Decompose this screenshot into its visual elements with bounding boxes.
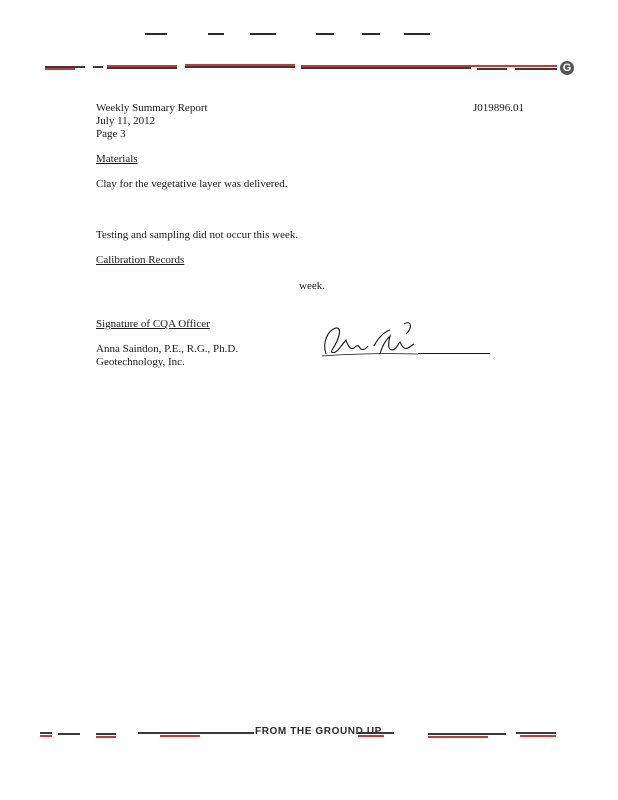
header-dash (362, 33, 380, 35)
document-number: J019896.01 (473, 102, 525, 114)
testing-text: Testing and sampling did not occur this week. (96, 229, 299, 241)
materials-heading: Materials (96, 153, 138, 165)
signer-name: Anna Saindon, P.E., R.G., Ph.D. (96, 343, 239, 355)
handwritten-signature (318, 320, 428, 362)
header-dash (250, 33, 276, 35)
calibration-heading: Calibration Records (96, 254, 185, 266)
signer-company: Geotechnology, Inc. (96, 356, 185, 368)
header-dash (316, 33, 334, 35)
signature-heading: Signature of CQA Officer (96, 318, 210, 330)
letterhead-band (45, 62, 557, 72)
calibration-text: week. (299, 280, 325, 292)
signature-line (418, 353, 490, 354)
report-date: July 11, 2012 (96, 115, 156, 127)
company-logo: G (560, 61, 574, 75)
header-dash (404, 33, 430, 35)
materials-text: Clay for the vegetative layer was delivered. (96, 178, 288, 190)
header-dash (208, 33, 224, 35)
report-title: Weekly Summary Report (96, 102, 208, 114)
footer-tagline: FROM THE GROUND UP (255, 726, 382, 737)
page-number: Page 3 (96, 128, 126, 140)
header-dash (145, 33, 167, 35)
